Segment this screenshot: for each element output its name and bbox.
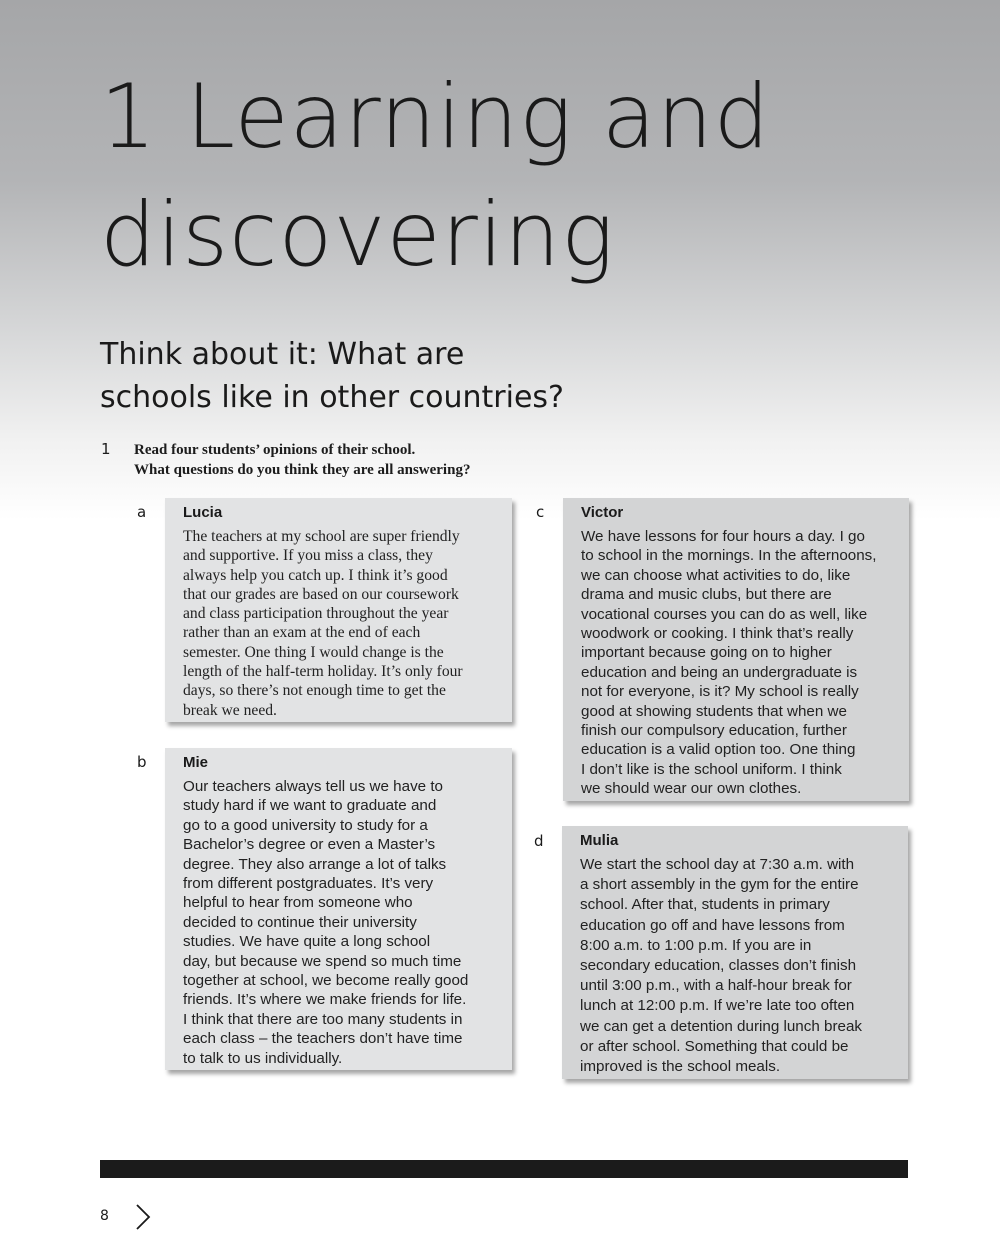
opinion-line: break we need. xyxy=(183,701,277,719)
student-card-mie xyxy=(165,748,512,1070)
opinion-line: We have lessons for four hours a day. I go xyxy=(581,528,865,545)
opinion-line: Bachelor’s degree or even a Master’s xyxy=(183,836,436,854)
student-opinion xyxy=(183,777,498,1068)
opinion-line: go to a good university to study for a xyxy=(183,816,428,834)
opinion-line: degree. They also arrange a lot of talks xyxy=(183,855,447,873)
opinion-line: Our teachers always tell us we have to xyxy=(183,778,443,795)
student-name: Mulia xyxy=(580,832,619,849)
page-number: 8 xyxy=(100,1208,109,1224)
opinion-line: woodwork or cooking. I think that’s really xyxy=(581,625,854,643)
opinion-line: from different postgraduates. It’s very xyxy=(183,875,434,893)
student-name: Victor xyxy=(581,504,624,521)
opinion-line: study hard if we want to graduate and xyxy=(183,797,437,815)
opinion-line: we can choose what activities to do, like xyxy=(581,566,851,584)
opinion-line: that our grades are based on our coursework xyxy=(183,585,459,603)
task-number: 1 xyxy=(101,440,111,458)
opinion-line: rather than an exam at the end of each xyxy=(183,624,421,642)
task-line-1: Read four students’ opinions of their school. xyxy=(134,442,416,458)
opinion-line: or after school. Something that could be xyxy=(580,1037,849,1055)
chapter-title-line-2: discovering xyxy=(100,183,615,286)
student-card-mulia xyxy=(562,826,908,1079)
student-card-victor xyxy=(563,498,909,801)
opinion-line: length of the half-term holiday. It’s only four xyxy=(183,663,463,681)
opinion-line: secondary education, classes don’t finish xyxy=(580,957,857,975)
opinion-line: days, so there’s not enough time to get the xyxy=(183,682,446,700)
opinion-line: and class participation throughout the year xyxy=(183,605,449,623)
card-letter-d: d xyxy=(534,832,544,850)
opinion-line: 8:00 a.m. to 1:00 p.m. If you are in xyxy=(580,936,812,954)
opinion-line: education and being an undergraduate is xyxy=(581,663,858,681)
opinion-line: vocational courses you can do as well, like xyxy=(581,605,868,623)
opinion-line: a short assembly in the gym for the entire xyxy=(580,876,859,894)
opinion-line: improved is the school meals. xyxy=(580,1058,781,1076)
think-heading-line-2: schools like in other countries? xyxy=(100,380,564,415)
think-about-it-heading xyxy=(100,333,660,419)
opinion-line: I don’t like is the school uniform. I think xyxy=(581,760,842,778)
opinion-line: good at showing students that when we xyxy=(581,702,847,720)
opinion-line: finish our compulsory education, further xyxy=(581,722,847,740)
card-letter-b: b xyxy=(137,753,147,771)
student-name: Lucia xyxy=(183,504,223,521)
student-name: Mie xyxy=(183,754,209,771)
opinion-line: day, but because we spend so much time xyxy=(183,952,462,970)
opinion-line: important because going on to higher xyxy=(581,644,832,662)
opinion-line: school. After that, students in primary xyxy=(580,896,830,914)
chapter-title-line-1: 1 Learning and xyxy=(100,65,771,168)
opinion-line: We start the school day at 7:30 a.m. with xyxy=(580,856,855,873)
opinion-line: until 3:00 p.m., with a half-hour break for xyxy=(580,977,852,995)
opinion-line: friends. It’s where we make friends for life. xyxy=(183,991,467,1009)
card-letter-c: c xyxy=(536,503,545,521)
student-opinion xyxy=(580,855,894,1077)
chevron-right-icon[interactable] xyxy=(133,1203,153,1231)
opinion-line: decided to continue their university xyxy=(183,913,417,931)
opinion-line: we should wear our own clothes. xyxy=(581,780,802,798)
opinion-line: we can get a detention during lunch break xyxy=(580,1017,863,1035)
task-line-2: What questions do you think they are all answering? xyxy=(134,462,471,478)
opinion-line: to school in the mornings. In the afternoons, xyxy=(581,547,877,565)
opinion-line: helpful to hear from someone who xyxy=(183,894,413,912)
opinion-line: education go off and have lessons from xyxy=(580,916,845,934)
opinion-line: lunch at 12:00 p.m. If we’re late too often xyxy=(580,997,855,1015)
opinion-line: semester. One thing I would change is the xyxy=(183,643,444,661)
think-heading-line-1: Think about it: What are xyxy=(100,337,465,372)
task-instructions xyxy=(134,440,554,480)
opinion-line: I think that there are too many students in xyxy=(183,1010,463,1028)
student-card-lucia xyxy=(165,498,512,722)
card-letter-a: a xyxy=(137,503,147,521)
opinion-line: not for everyone, is it? My school is really xyxy=(581,683,859,701)
opinion-line: always help you catch up. I think it’s good xyxy=(183,566,448,584)
chapter-title xyxy=(100,58,770,294)
opinion-line: together at school, we become really good xyxy=(183,972,469,990)
opinion-line: drama and music clubs, but there are xyxy=(581,586,832,604)
opinion-line: each class – the teachers don’t have time xyxy=(183,1030,463,1048)
opinion-line: education is a valid option too. One thing xyxy=(581,741,856,759)
footer-bar xyxy=(100,1160,908,1178)
opinion-line: to talk to us individually. xyxy=(183,1049,343,1067)
opinion-line: and supportive. If you miss a class, they xyxy=(183,547,433,565)
opinion-line: The teachers at my school are super friendly xyxy=(183,528,460,545)
student-opinion xyxy=(183,527,498,720)
student-opinion xyxy=(581,527,895,799)
opinion-line: studies. We have quite a long school xyxy=(183,933,431,951)
